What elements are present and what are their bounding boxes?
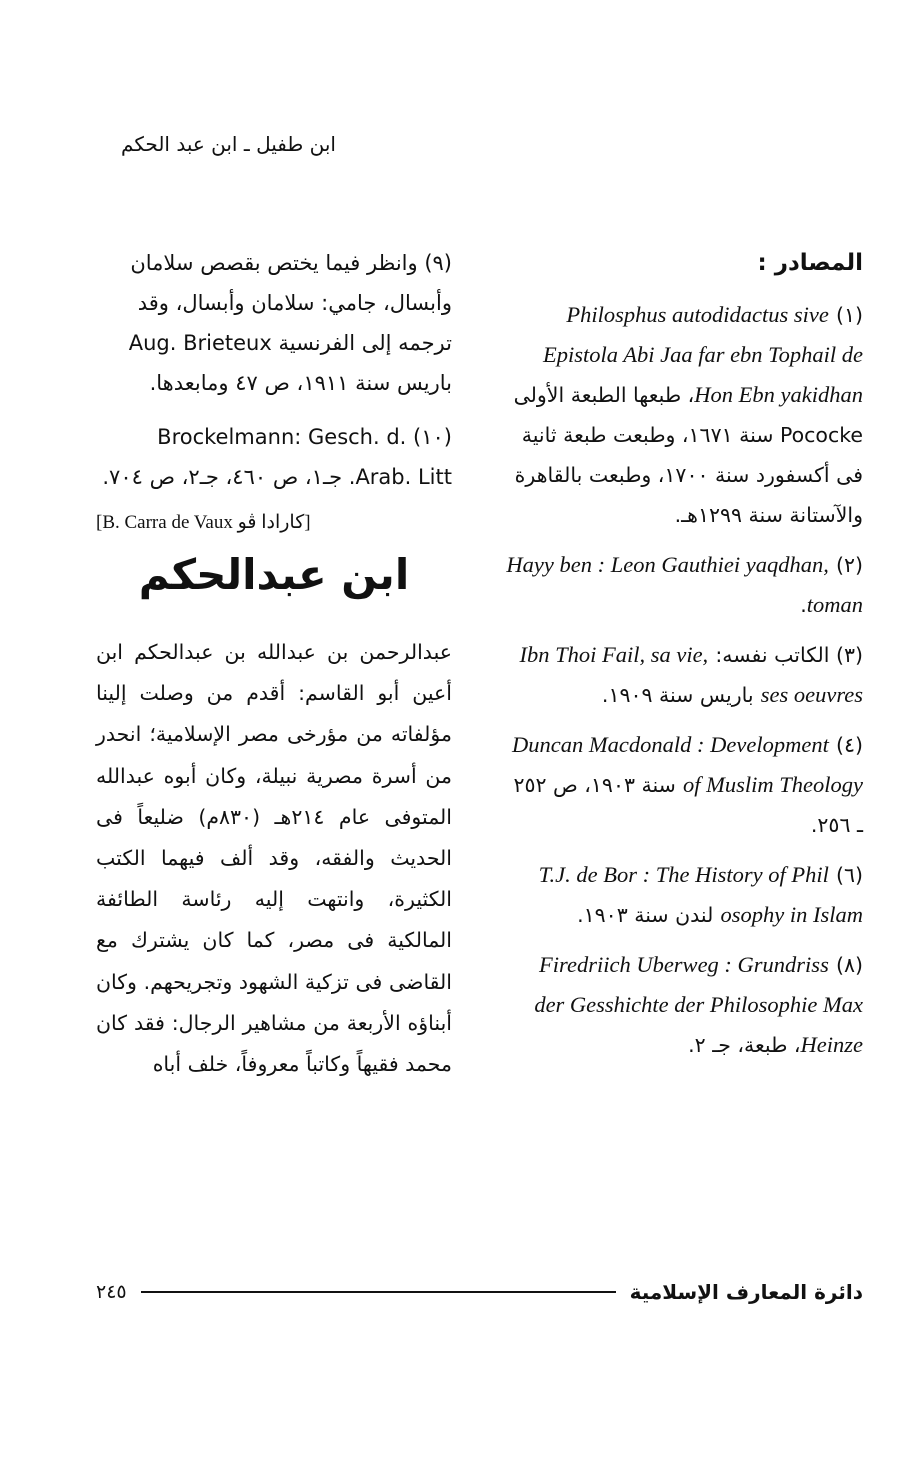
page-number: ٢٤٥ xyxy=(96,1281,127,1303)
sources-column xyxy=(505,243,863,1075)
source-arabic: باريس سنة ١٩٠٩. xyxy=(601,683,754,707)
source-arabic: لندن سنة ١٩٠٣. xyxy=(577,903,714,927)
source-number: (٤) xyxy=(835,733,863,757)
page-footer xyxy=(96,1277,863,1307)
source-arabic: سنة ١٩٠٣، ص ٢٥٢ ـ ٢٥٦. xyxy=(513,773,863,837)
source-arabic: . xyxy=(800,593,807,617)
source-arabic: ، طبعها الطبعة الأولى Pococke سنة ١٦٧١، وطبعت طبعة ثانية فى أكسفورد سنة ١٧٠٠، وطبعت بالقاهرة والآستانة سنة ١٢٩٩هـ. xyxy=(513,383,863,527)
source-number: (٢) xyxy=(835,553,863,577)
footnote-10: (١٠) Brockelmann: Gesch. d. Arab. Litt. جـ١، ص ٤٦٠، جـ٢، ص ٧٠٤. xyxy=(102,425,452,489)
source-entry xyxy=(505,725,863,845)
source-latin: Duncan Macdonald : Development of Muslim Theology xyxy=(512,732,863,797)
author-signature: [B. Carra de Vaux كارادا ڤو] xyxy=(96,512,311,533)
source-latin: Hayy ben : Leon Gauthiei yaqdhan, toman xyxy=(506,552,863,617)
source-number: (٣) الكاتب نفسه: xyxy=(715,643,863,667)
footnote-9: (٩) وانظر فيما يختص بقصص سلامان وأبسال، جامي: سلامان وأبسال، وقد ترجمه إلى الفرنسية Aug. Brieteux باريس سنة ١٩١١، ص ٤٧ ومابعدها. xyxy=(128,251,452,395)
running-header: ابن طفيل ـ ابن عبد الحكم xyxy=(121,132,336,156)
source-latin: Philosphus autodidactus sive Epistola Abi Jaa far ebn Tophail de Hon Ebn yakidhan xyxy=(542,302,863,407)
sources-heading: المصادر : xyxy=(757,250,863,276)
source-latin: Ibn Thoi Fail, sa vie, ses oeuvres xyxy=(519,642,863,707)
source-number: (٨) xyxy=(835,953,863,977)
journal-name: دائرة المعارف الإسلامية xyxy=(629,1280,863,1304)
source-latin: T.J. de Bor : The History of Phil osophy in Islam xyxy=(538,862,863,927)
source-entry xyxy=(505,945,863,1065)
source-entry xyxy=(505,855,863,935)
source-arabic: ، طبعة، جـ ٢. xyxy=(688,1033,801,1057)
source-number: (٦) xyxy=(835,863,863,887)
footer-rule xyxy=(141,1291,616,1293)
source-number: (١) xyxy=(835,303,863,327)
source-entry xyxy=(505,295,863,535)
source-entry xyxy=(505,635,863,715)
entry-title: ابن عبدالحكم xyxy=(138,550,410,599)
source-entry xyxy=(505,545,863,625)
entry-body: عبدالرحمن بن عبدالله بن عبدالحكم ابن أعين أبو القاسم: أقدم من وصلت إلينا مؤلفاته من مؤرخى مصر الإسلامية؛ انحدر من أسرة مصرية نبيلة، وكان أبوه عبدالله المتوفى عام ٢١٤هـ (٨٣٠م) ضليعاً فى الحديث والفقه، وقد ألف فيهما الكتب الكثيرة، وانتهت إليه رئاسة الطائفة المالكية فى مصر، كما كان يشترك مع القاضى فى تزكية الشهود وتجريحهم. وكان أبناؤه الأربعة من مشاهير الرجال: فقد كان محمد فقيهاً وكاتباً معروفاً، خلف أباه xyxy=(96,640,452,1077)
article-column xyxy=(96,243,452,1085)
source-latin: Firedriich Uberweg : Grundriss der Gesshichte der Philosophie Max Heinze xyxy=(534,952,863,1057)
